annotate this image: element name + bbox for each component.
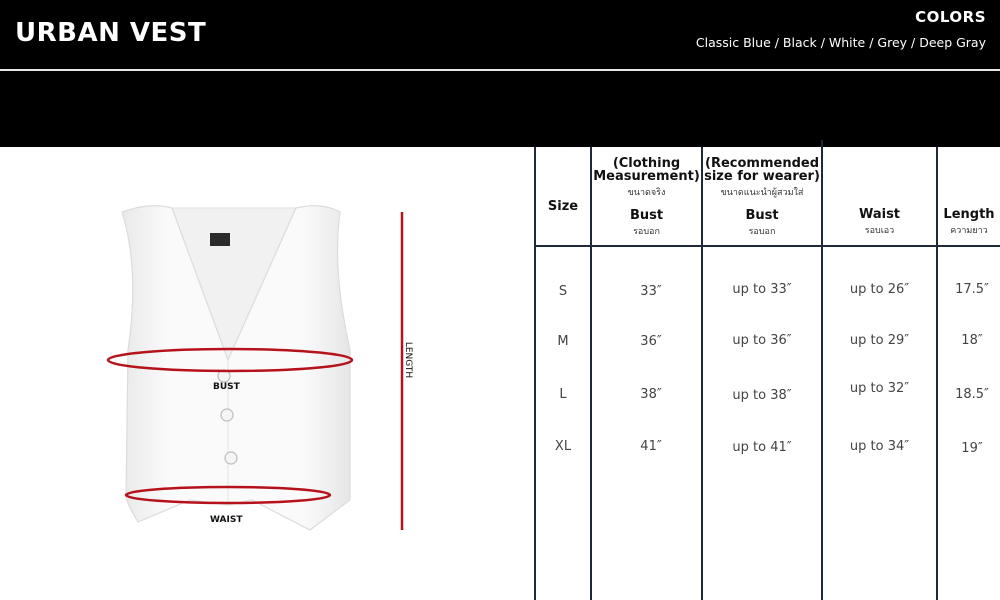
recommend-note: (Recommended size for wearer) <box>704 156 820 184</box>
waist-thai: รอบเอว <box>864 226 895 236</box>
cell-waist: up to 29″ <box>849 333 910 348</box>
cell-size: S <box>558 284 568 299</box>
clothing-bust-thai: รอบอก <box>633 227 660 237</box>
length-label: LENGTH <box>403 341 414 379</box>
header-divider <box>0 69 1000 71</box>
cell-length: 18.5″ <box>955 387 989 402</box>
cell-size: M <box>557 334 569 349</box>
cell-bust: 41″ <box>640 439 662 454</box>
header-length: Length ความยาว <box>938 208 1000 237</box>
header-waist: Waist รอบเอว <box>823 208 936 237</box>
recommend-bust-thai: รอบอก <box>748 227 776 237</box>
cell-bust: 33″ <box>640 284 662 299</box>
clothing-bust-label: Bust <box>629 208 664 223</box>
recommend-thai: ขนาดแนะนำผู้สวมใส่ <box>720 188 804 198</box>
cell-waist: up to 26″ <box>849 282 910 297</box>
vest-button <box>225 452 237 464</box>
vest-button <box>221 409 233 421</box>
clothing-thai: ขนาดจริง <box>627 188 666 198</box>
cell-recommended-bust: up to 36″ <box>732 333 792 348</box>
colors-heading: COLORS <box>915 8 986 26</box>
cell-recommended-bust: up to 33″ <box>732 282 792 297</box>
table-border-left <box>534 147 536 600</box>
recommend-bust-label: Bust <box>745 208 779 223</box>
brand-title: URBAN VEST <box>15 18 207 48</box>
cell-recommended-bust: up to 41″ <box>732 440 792 455</box>
clothing-note: (Clothing Measurement) <box>593 156 700 184</box>
header-size: Size <box>547 199 579 214</box>
header-clothing-bust <box>592 157 701 238</box>
colors-list: Classic Blue / Black / White / Grey / Deep Gray <box>695 35 986 50</box>
cell-length: 17.5″ <box>955 282 989 297</box>
cell-size: L <box>559 387 567 402</box>
header-recommended-bust <box>703 157 821 238</box>
brand-tag <box>210 233 230 246</box>
cell-bust: 36″ <box>640 334 662 349</box>
cell-bust: 38″ <box>640 387 662 402</box>
cell-length: 19″ <box>961 441 983 456</box>
header-banner <box>0 0 1000 147</box>
cell-length: 18″ <box>961 333 983 348</box>
length-thai: ความยาว <box>950 226 988 236</box>
table-header-rule <box>535 245 1000 247</box>
cell-waist: up to 34″ <box>849 439 910 454</box>
cell-size: XL <box>554 439 572 454</box>
cell-recommended-bust: up to 38″ <box>732 388 792 403</box>
cell-waist: up to 32″ <box>849 381 910 396</box>
bust-label: BUST <box>213 382 240 392</box>
waist-label: WAIST <box>210 515 243 525</box>
